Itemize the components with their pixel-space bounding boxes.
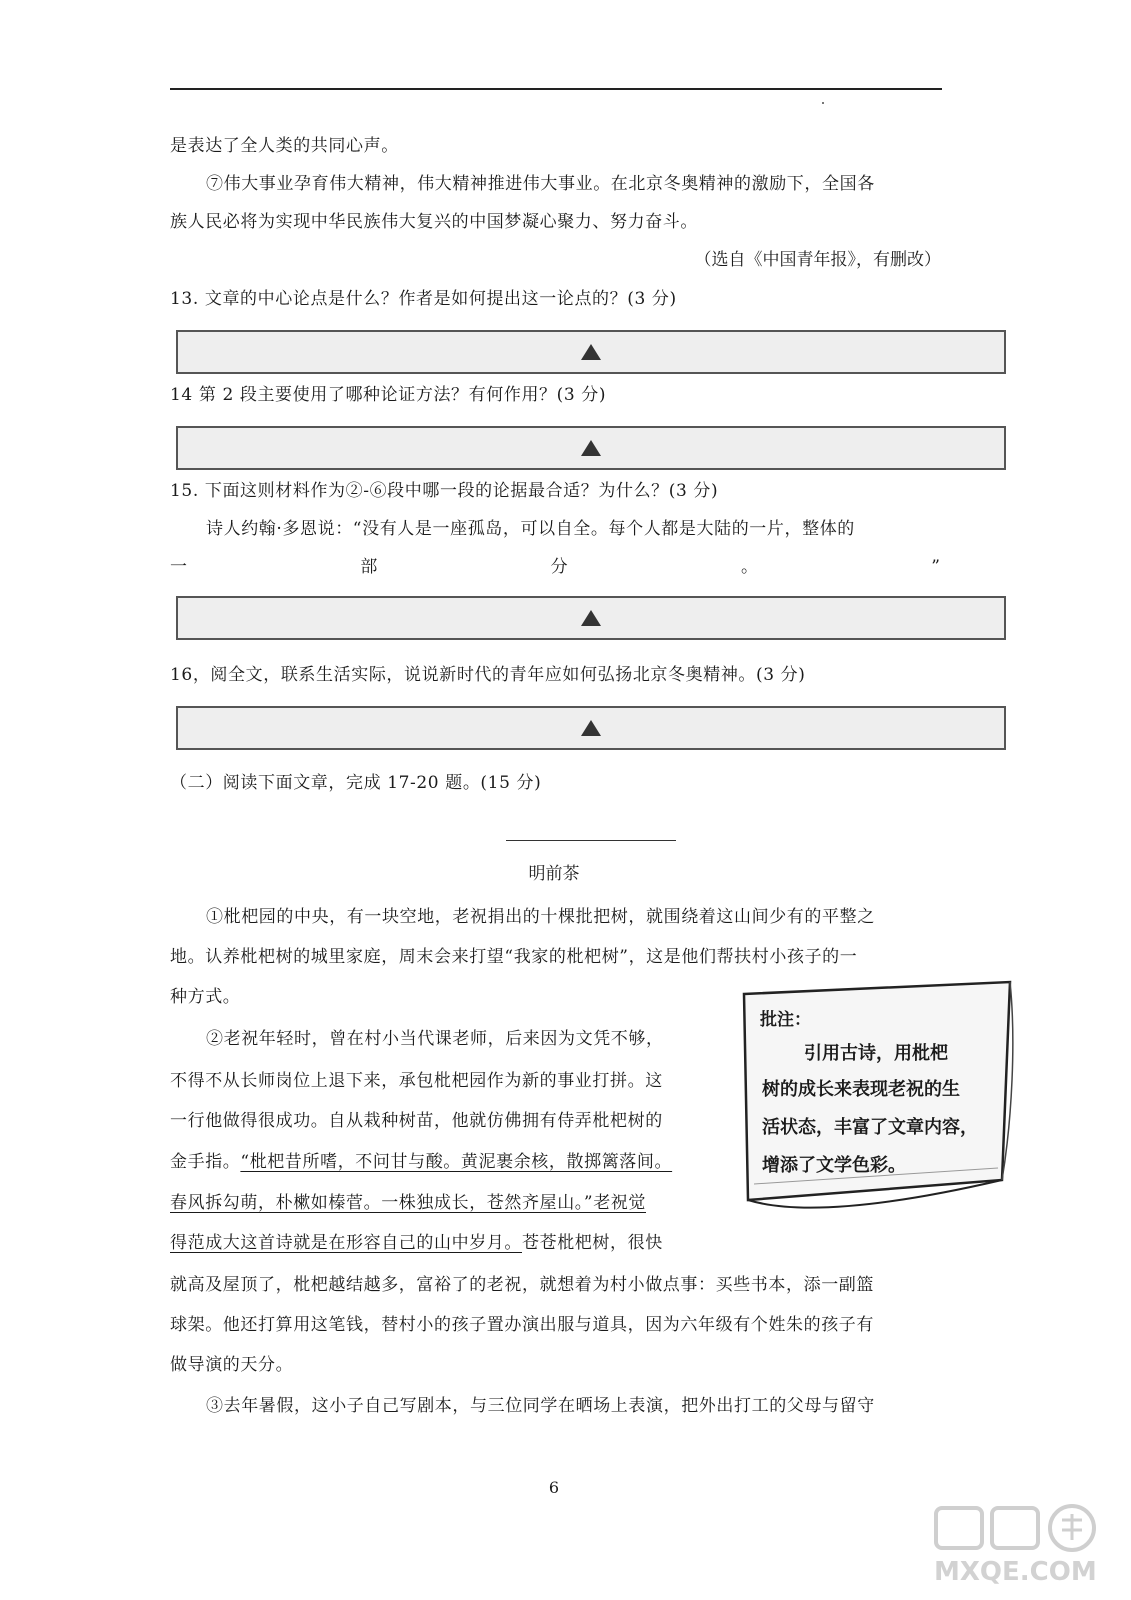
underlined-comment: 得范成大这首诗就是在形容自己的山中岁月。 [170, 1233, 522, 1253]
answer-marker-icon [581, 344, 601, 360]
annotation-label: 批注： [760, 1010, 811, 1030]
paragraph-7-line-1: ⑦伟大事业孕育伟大精神，伟大精神推进伟大事业。在北京冬奥精神的激励下，全国各 [206, 174, 875, 194]
material-char: 部 [360, 557, 378, 577]
answer-box-14[interactable] [176, 426, 1006, 470]
answer-box-15[interactable] [176, 596, 1006, 640]
paragraph-7-line-2: 族人民必将为实现中华民族伟大复兴的中国梦凝心聚力、努力奋斗。 [170, 212, 698, 232]
essay-p1-line-3: 种方式。 [170, 987, 241, 1007]
essay-p3-line-1: ③去年暑假，这小子自己写剧本，与三位同学在晒场上表演，把外出打工的父母与留守 [206, 1396, 875, 1416]
answer-marker-icon [581, 720, 601, 736]
q15-material-line-1: 诗人约翰·多恩说：“没有人是一座孤岛，可以自全。每个人都是大陆的一片，整体的 [206, 519, 855, 539]
source-citation: （选自《中国青年报》，有删改） [694, 250, 941, 270]
answer-marker-icon [581, 440, 601, 456]
question-14: 14 第 2 段主要使用了哪种论证方法？有何作用？(3 分) [170, 385, 607, 405]
essay-p2-line-5: 春风拆勾萌，朴樕如榛菅。一株独成长，苍然齐屋山。”老祝觉 [170, 1193, 646, 1213]
essay-p2-line-6 [170, 1231, 663, 1255]
annotation-line-1: 引用古诗，用枇杷 [804, 1043, 948, 1064]
annotation-line-2: 树的成长来表现老祝的生 [762, 1079, 960, 1100]
annotation-line-3: 活状态，丰富了文章内容， [762, 1117, 978, 1138]
passage-line: 是表达了全人类的共同心声。 [170, 136, 399, 156]
essay-p2-line-3: 一行他做得很成功。自从栽种树苗，他就仿佛拥有侍弄枇杷树的 [170, 1111, 663, 1131]
material-char: ” [931, 557, 940, 577]
essay-p2-line-9: 做导演的天分。 [170, 1355, 294, 1375]
answer-marker-icon [581, 610, 601, 626]
watermark-text: MXQE.COM [934, 1557, 1097, 1587]
quoted-poem-underlined: “枇杷昔所嗜，不问甘与酸。黄泥裹余核，散掷篱落间。 [240, 1152, 673, 1172]
question-13: 13. 文章的中心论点是什么？作者是如何提出这一论点的？(3 分) [170, 289, 677, 309]
essay-p2-line-2: 不得不从长师岗位上退下来，承包枇杷园作为新的事业打拼。这 [170, 1071, 663, 1091]
essay-text: 苍苍枇杷树，很快 [522, 1233, 663, 1253]
answer-box-13[interactable] [176, 330, 1006, 374]
section-2-heading: （二）阅读下面文章，完成 17-20 题。(15 分) [170, 773, 542, 793]
site-watermark-logo [930, 1500, 1110, 1590]
question-16: 16，阅全文，联系生活实际，说说新时代的青年应如何弘扬北京冬奥精神。(3 分) [170, 665, 806, 685]
material-char: 分 [550, 557, 568, 577]
essay-text: 金手指。 [170, 1152, 241, 1172]
q15-material-line-2 [170, 555, 940, 579]
essay-p1-line-1: ①枇杷园的中央，有一块空地，老祝捐出的十棵批把树，就围绕着这山间少有的平整之 [206, 907, 875, 927]
material-char: 一 [170, 557, 187, 577]
page-number: 6 [548, 1478, 560, 1497]
question-15: 15. 下面这则材料作为②-⑥段中哪一段的论据最合适？为什么？(3 分) [170, 481, 719, 501]
title-rule [506, 840, 676, 841]
essay-p1-line-2: 地。认养枇杷树的城里家庭，周末会来打望“我家的枇杷树”，这是他们帮扶村小孩子的一 [170, 947, 858, 967]
material-char: 。 [740, 557, 758, 577]
essay-p2-line-1: ②老祝年轻时，曾在村小当代课老师，后来因为文凭不够， [206, 1029, 664, 1049]
essay-p2-line-8: 球架。他还打算用这笔钱，替村小的孩子置办演出服与道具，因为六年级有个姓朱的孩子有 [170, 1315, 874, 1335]
answer-box-16[interactable] [176, 706, 1006, 750]
essay-title: 明前茶 [528, 864, 580, 884]
essay-p2-line-7: 就高及屋顶了，枇杷越结越多，富裕了的老祝，就想着为村小做点事：买些书本，添一副篮 [170, 1275, 874, 1295]
top-rule [170, 88, 942, 90]
annotation-line-4: 增添了文学色彩。 [762, 1155, 906, 1176]
essay-p2-line-4 [170, 1150, 672, 1174]
scan-speck [822, 102, 824, 104]
